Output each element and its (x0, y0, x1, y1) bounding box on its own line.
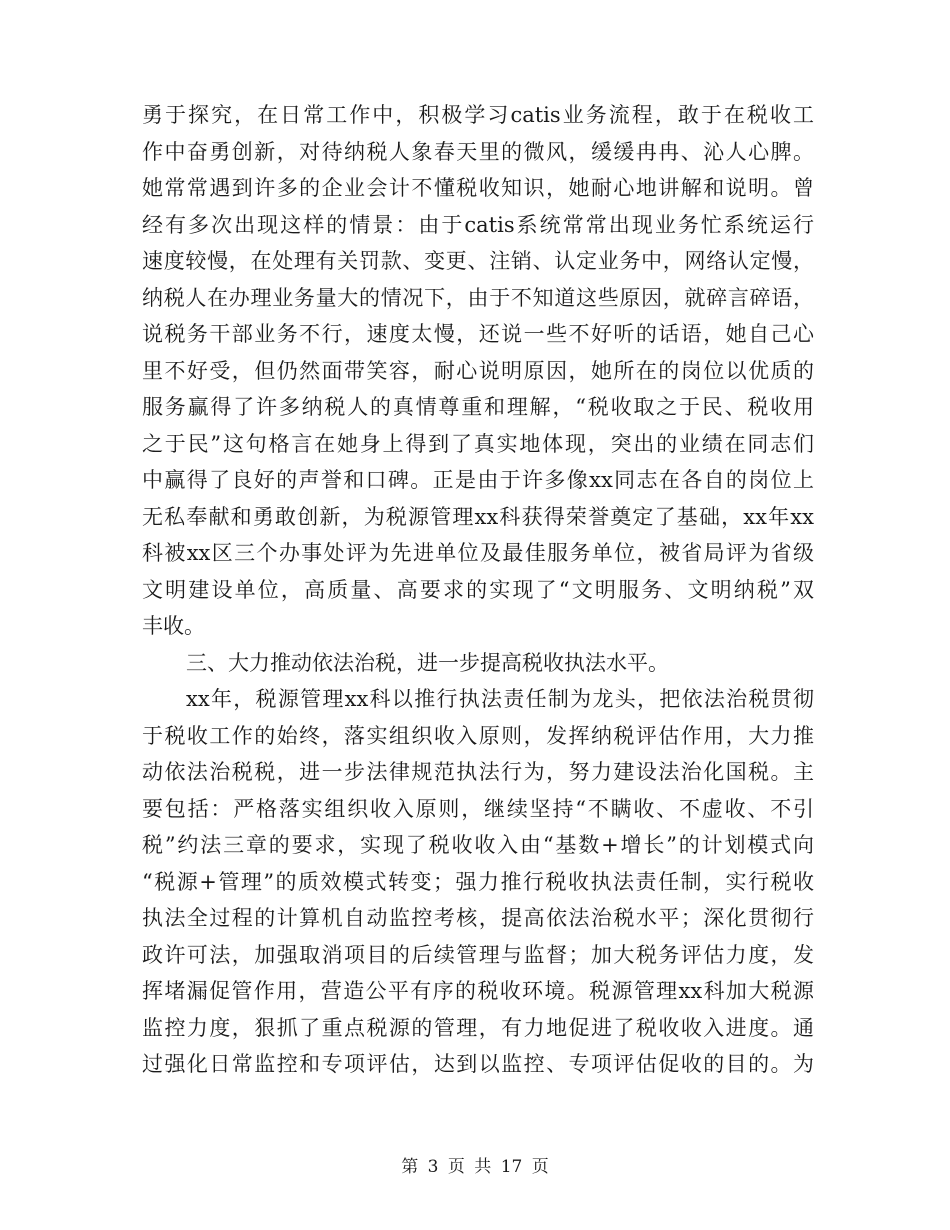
text-line: 经有多次出现这样的情景：由于catis系统常常出现业务忙系统运行 (142, 212, 814, 237)
document-body (142, 97, 814, 1083)
text-line: 无私奉献和勇敢创新，为税源管理xx科获得荣誉奠定了基础，xx年xx (142, 504, 814, 529)
text-line: 作中奋勇创新，对待纳税人象春天里的微风，缓缓冉冉、沁人心脾。 (142, 139, 814, 164)
text-line: “税源+管理”的质效模式转变；强力推行税收执法责任制，实行税收 (142, 869, 814, 894)
text-line: 动依法治税税，进一步法律规范执法行为，努力建设法治化国税。主 (142, 760, 814, 784)
text-line: 里不好受，但仍然面带笑容，耐心说明原因，她所在的岗位以优质的 (142, 358, 814, 383)
page-footer: 第 3 页 共 17 页 (401, 1157, 549, 1177)
text-line: 科被xx区三个办事处评为先进单位及最佳服务单位，被省局评为省级 (142, 541, 814, 565)
text-line: 要包括：严格落实组织收入原则，继续坚持“不瞒收、不虚收、不引 (142, 796, 814, 821)
text-line: 之于民”这句格言在她身上得到了真实地体现，突出的业绩在同志们 (142, 431, 814, 456)
paragraph-first-line: xx年，税源管理xx科以推行执法责任制为龙头，把依法治税贯彻 (186, 687, 814, 711)
text-line: 她常常遇到许多的企业会计不懂税收知识，她耐心地讲解和说明。曾 (142, 176, 814, 200)
text-line: 执法全过程的计算机自动监控考核，提高依法治税水平；深化贯彻行 (142, 906, 814, 930)
text-line: 过强化日常监控和专项评估，达到以监控、专项评估促收的目的。为 (142, 1052, 814, 1076)
text-line: 纳税人在办理业务量大的情况下，由于不知道这些原因，就碎言碎语， (142, 285, 814, 310)
text-line: 中赢得了良好的声誉和口碑。正是由于许多像xx同志在各自的岗位上 (142, 468, 814, 492)
text-line: 监控力度，狠抓了重点税源的管理，有力地促进了税收收入进度。通 (142, 1015, 814, 1040)
text-line: 说税务干部业务不行，速度太慢，还说一些不好听的话语，她自己心 (142, 322, 814, 346)
text-line: 政许可法，加强取消项目的后续管理与监督；加大税务评估力度，发 (142, 942, 814, 967)
text-line: 丰收。 (142, 614, 205, 638)
text-line: 税”约法三章的要求，实现了税收收入由“基数+增长”的计划模式向 (142, 833, 814, 857)
text-line: 勇于探究，在日常工作中，积极学习catis业务流程，敢于在税收工 (142, 103, 814, 127)
text-line: 于税收工作的始终，落实组织收入原则，发挥纳税评估作用，大力推 (142, 723, 814, 748)
paragraph-first-line: 三、大力推动依法治税，进一步提高税收执法水平。 (186, 650, 669, 675)
text-line: 文明建设单位，高质量、高要求的实现了“文明服务、文明纳税”双 (142, 577, 814, 602)
text-line: 服务赢得了许多纳税人的真情尊重和理解，“税收取之于民、税收用 (142, 395, 814, 419)
text-line: 挥堵漏促管作用，营造公平有序的税收环境。税源管理xx科加大税源 (142, 979, 814, 1003)
text-line: 速度较慢，在处理有关罚款、变更、注销、认定业务中，网络认定慢， (142, 249, 814, 273)
